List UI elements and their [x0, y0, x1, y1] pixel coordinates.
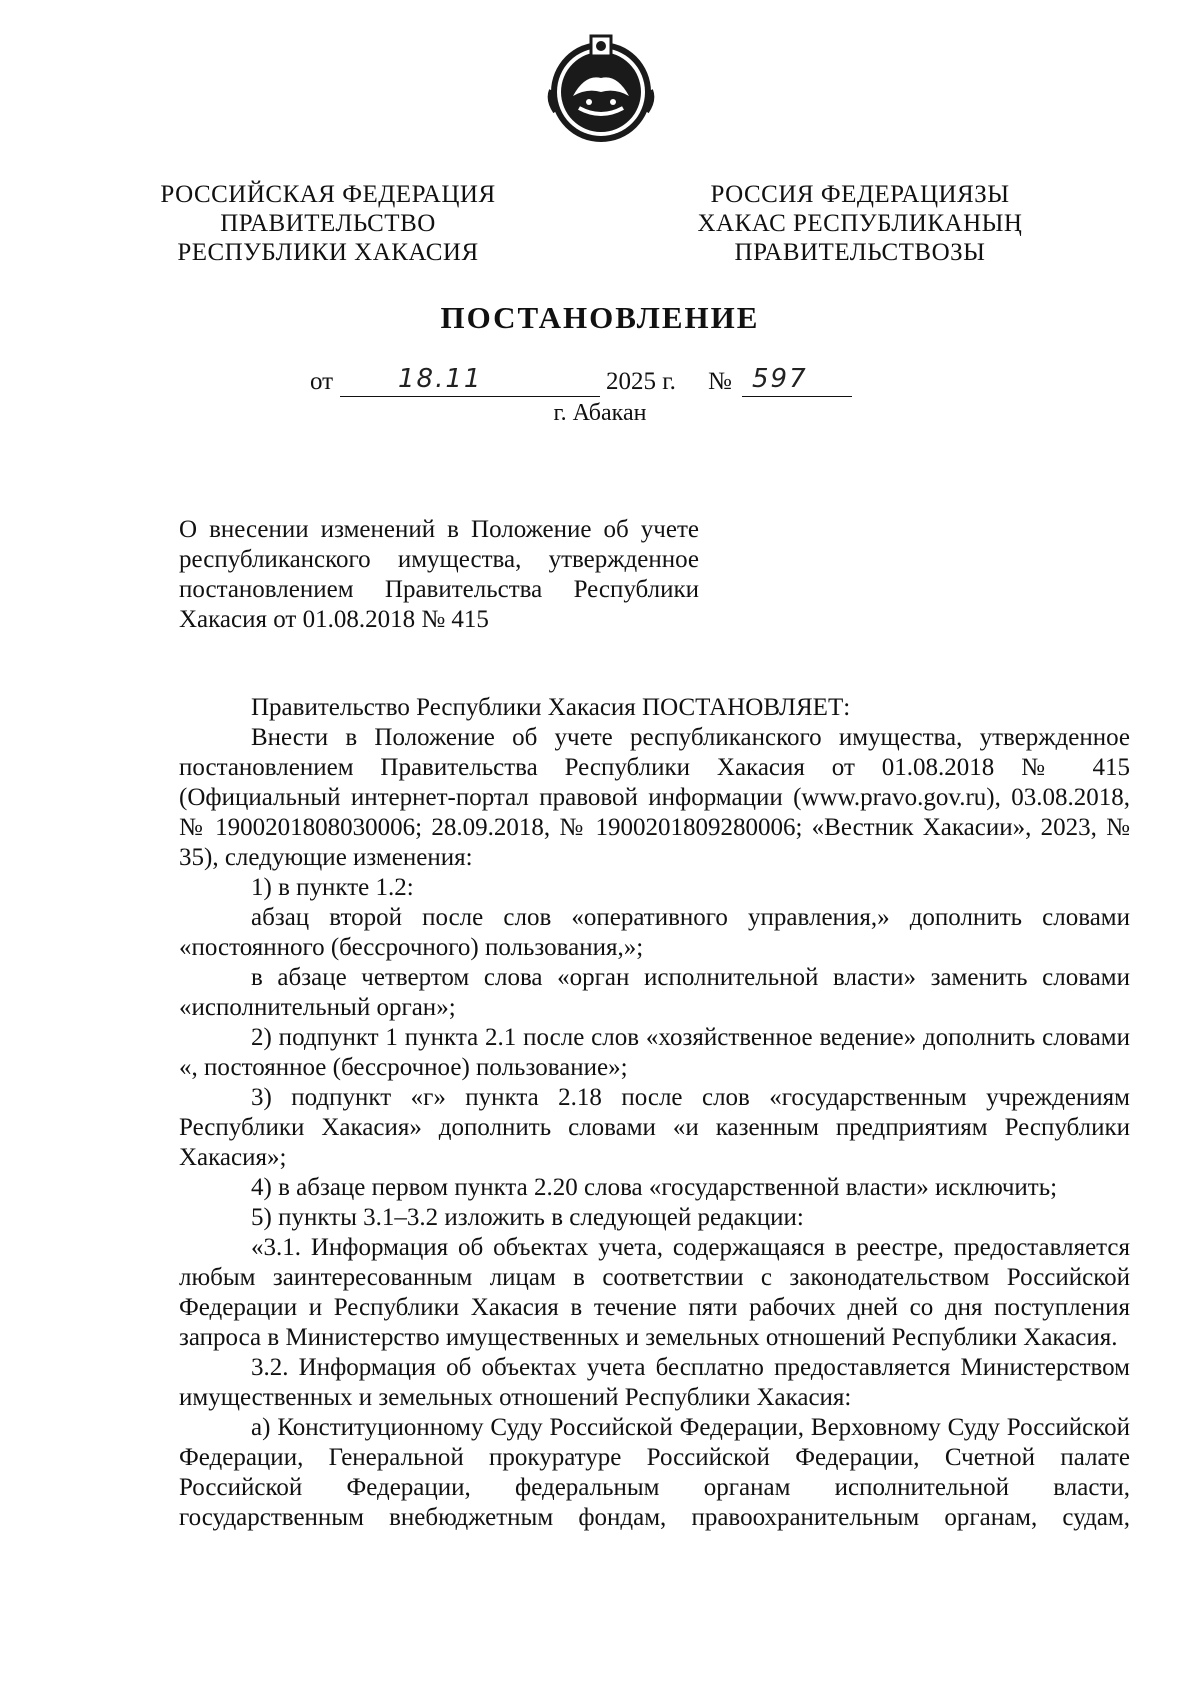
header-left-line: РОССИЙСКАЯ ФЕДЕРАЦИЯ	[160, 181, 496, 208]
number-underline	[742, 396, 852, 397]
body-paragraph: Правительство Республики Хакасия ПОСТАНОВЛЯЕТ:	[251, 694, 851, 721]
document-subject	[179, 515, 699, 635]
document-type-title: ПОСТАНОВЛЕНИЕ	[440, 300, 760, 335]
header-left	[128, 180, 528, 267]
handwritten-date: 18.11	[398, 364, 483, 394]
date-underline	[340, 396, 600, 397]
body-paragraph: 3) подпункт «г» пункта 2.18 после слов «государственным учреждениям Республики Хакасия» дополнить словами «и казенным предприятиям Республики Хакасия»;	[179, 1084, 1130, 1171]
body-paragraph: а) Конституционному Суду Российской Федерации, Верховному Суду Российской Федерации, Генеральной прокуратуре Российской Федерации, Счетной палате Российской Федерации, федеральным органам исполнительной власти, государственным внебюджетным фондам, правоохранительным органам, судам,	[179, 1414, 1130, 1531]
year-label: 2025 г.	[606, 368, 676, 395]
city: г. Абакан	[553, 400, 647, 426]
from-label: от	[310, 368, 334, 395]
header-left-line: РЕСПУБЛИКИ ХАКАСИЯ	[177, 239, 479, 266]
body-paragraph: Внести в Положение об учете республиканского имущества, утвержденное постановлением Правительства Республики Хакасия от 01.08.2018 № 415 (Официальный интернет-портал правовой информации (www.pravo.gov.ru), 03.08.2018, № 1900201808030006; 28.09.2018, № 1900201809280006; «Вестник Хакасии», 2023, № 35), следующие изменения:	[179, 724, 1130, 871]
document-body	[179, 693, 1130, 1533]
subject-line: постановлением Правительства Республики	[179, 576, 699, 603]
header-left-line: ПРАВИТЕЛЬСТВО	[220, 210, 436, 237]
body-paragraph: 2) подпункт 1 пункта 2.1 после слов «хозяйственное ведение» дополнить словами «, постоянное (бессрочное) пользование»;	[179, 1024, 1130, 1081]
body-paragraph: абзац второй после слов «оперативного управления,» дополнить словами «постоянного (бессрочного) пользования,»;	[179, 904, 1130, 961]
body-paragraph: 5) пункты 3.1–3.2 изложить в следующей редакции:	[251, 1204, 804, 1231]
header-right	[660, 180, 1060, 267]
body-paragraph: 3.2. Информация об объектах учета бесплатно предоставляется Министерством имущественных и земельных отношений Республики Хакасия:	[179, 1354, 1130, 1411]
header-right-line: РОССИЯ ФЕДЕРАЦИЯЗЫ	[710, 181, 1010, 208]
header-right-line: ПРАВИТЕЛЬСТВОЗЫ	[734, 239, 986, 266]
number-label: №	[708, 368, 732, 395]
subject-line: республиканского имущества, утвержденное	[179, 546, 699, 573]
body-paragraph: в абзаце четвертом слова «орган исполнительной власти» заменить словами «исполнительный орган»;	[179, 964, 1130, 1021]
subject-line: О внесении изменений в Положение об учете	[179, 516, 699, 543]
body-paragraph: 1) в пункте 1.2:	[251, 874, 414, 901]
body-paragraph: 4) в абзаце первом пункта 2.20 слова «государственной власти» исключить;	[251, 1174, 1058, 1201]
header-right-line: ХАКАС РЕСПУБЛИКАНЫҢ	[697, 210, 1023, 237]
date-number-line	[310, 364, 910, 404]
subject-line: Хакасия от 01.08.2018 № 415	[179, 606, 489, 633]
coat-of-arms-emblem	[545, 34, 657, 146]
body-paragraph: «3.1. Информация об объектах учета, содержащаяся в реестре, предоставляется любым заинтересованным лицам в соответствии с законодательством Российской Федерации и Республики Хакасия в течение пяти рабочих дней со дня поступления запроса в Министерство имущественных и земельных отношений Республики Хакасия.	[179, 1234, 1130, 1351]
handwritten-number: 597	[752, 364, 808, 394]
